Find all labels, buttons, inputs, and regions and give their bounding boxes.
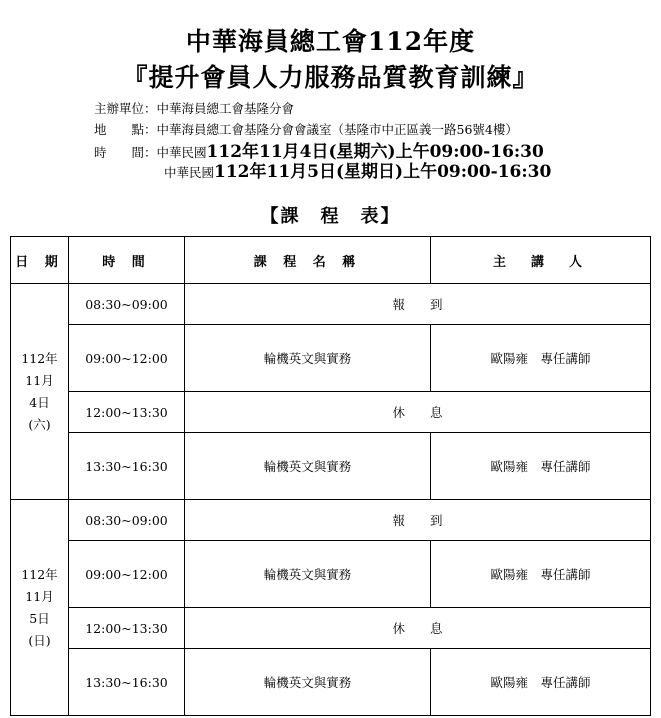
table-row — [11, 392, 651, 433]
time-label: 時 間： — [94, 145, 157, 160]
header-course: 課 程 名 稱 — [185, 237, 431, 284]
course-cell: 輪機英文與實務 — [185, 541, 431, 608]
table-row — [11, 433, 651, 500]
time-line-2 — [164, 157, 551, 182]
table-row — [11, 608, 651, 649]
header-time: 時 間 — [69, 237, 185, 284]
location-line — [94, 120, 518, 138]
schedule-table — [10, 236, 651, 716]
day1-date-year: 112年 — [21, 350, 58, 366]
course-cell: 報 到 — [185, 284, 651, 325]
header-lecturer: 主 講 人 — [431, 237, 651, 284]
table-row — [11, 325, 651, 392]
table-row — [11, 500, 651, 541]
time-cell: 13:30~16:30 — [69, 649, 185, 716]
time2-value: 112年11月5日(星期日)上午09:00-16:30 — [214, 162, 552, 182]
time-cell: 09:00~12:00 — [69, 325, 185, 392]
time-cell: 09:00~12:00 — [69, 541, 185, 608]
time-cell: 12:00~13:30 — [69, 392, 185, 433]
time-cell: 08:30~09:00 — [69, 500, 185, 541]
day2-date-year: 112年 — [21, 566, 58, 582]
table-row — [11, 649, 651, 716]
organizer-line — [94, 99, 294, 117]
organizer-label: 主辦單位： — [94, 101, 157, 116]
day1-date-day: 4日 — [29, 394, 50, 410]
time-cell: 12:00~13:30 — [69, 608, 185, 649]
day2-date-month: 11月 — [25, 588, 54, 604]
page-subtitle: 『提升會員人力服務品質教育訓練』 — [122, 63, 539, 92]
day1-date-cell — [11, 284, 69, 500]
course-cell: 休 息 — [185, 608, 651, 649]
table-header-row — [11, 237, 651, 284]
time-cell: 08:30~09:00 — [69, 284, 185, 325]
day1-date-weekday: (六) — [28, 416, 51, 432]
location-value: 中華海員總工會基隆分會會議室（基隆市中正區義一路56號4樓） — [156, 122, 518, 137]
lecturer-cell: 歐陽雍 專任講師 — [431, 433, 651, 500]
day2-date-weekday: (日) — [28, 632, 51, 648]
organizer-value: 中華海員總工會基隆分會 — [156, 101, 295, 116]
lecturer-cell: 歐陽雍 專任講師 — [431, 649, 651, 716]
course-cell: 休 息 — [185, 392, 651, 433]
header-date: 日 期 — [11, 237, 69, 284]
day2-date-day: 5日 — [29, 610, 50, 626]
day2-date-cell — [11, 500, 69, 716]
day1-date-month: 11月 — [25, 372, 54, 388]
table-row — [11, 541, 651, 608]
table-row — [11, 284, 651, 325]
time2-prefix: 中華民國 — [164, 165, 215, 180]
course-cell: 輪機英文與實務 — [185, 649, 431, 716]
time1-prefix: 中華民國 — [156, 145, 207, 160]
lecturer-cell: 歐陽雍 專任講師 — [431, 541, 651, 608]
location-label: 地 點： — [94, 122, 157, 137]
time1-value: 112年11月4日(星期六)上午09:00-16:30 — [206, 142, 544, 162]
course-cell: 輪機英文與實務 — [185, 433, 431, 500]
time-cell: 13:30~16:30 — [69, 433, 185, 500]
lecturer-cell: 歐陽雍 專任講師 — [431, 325, 651, 392]
schedule-title: 【課 程 表】 — [260, 206, 401, 227]
course-cell: 報 到 — [185, 500, 651, 541]
course-cell: 輪機英文與實務 — [185, 325, 431, 392]
page-title: 中華海員總工會112年度 — [185, 27, 476, 56]
